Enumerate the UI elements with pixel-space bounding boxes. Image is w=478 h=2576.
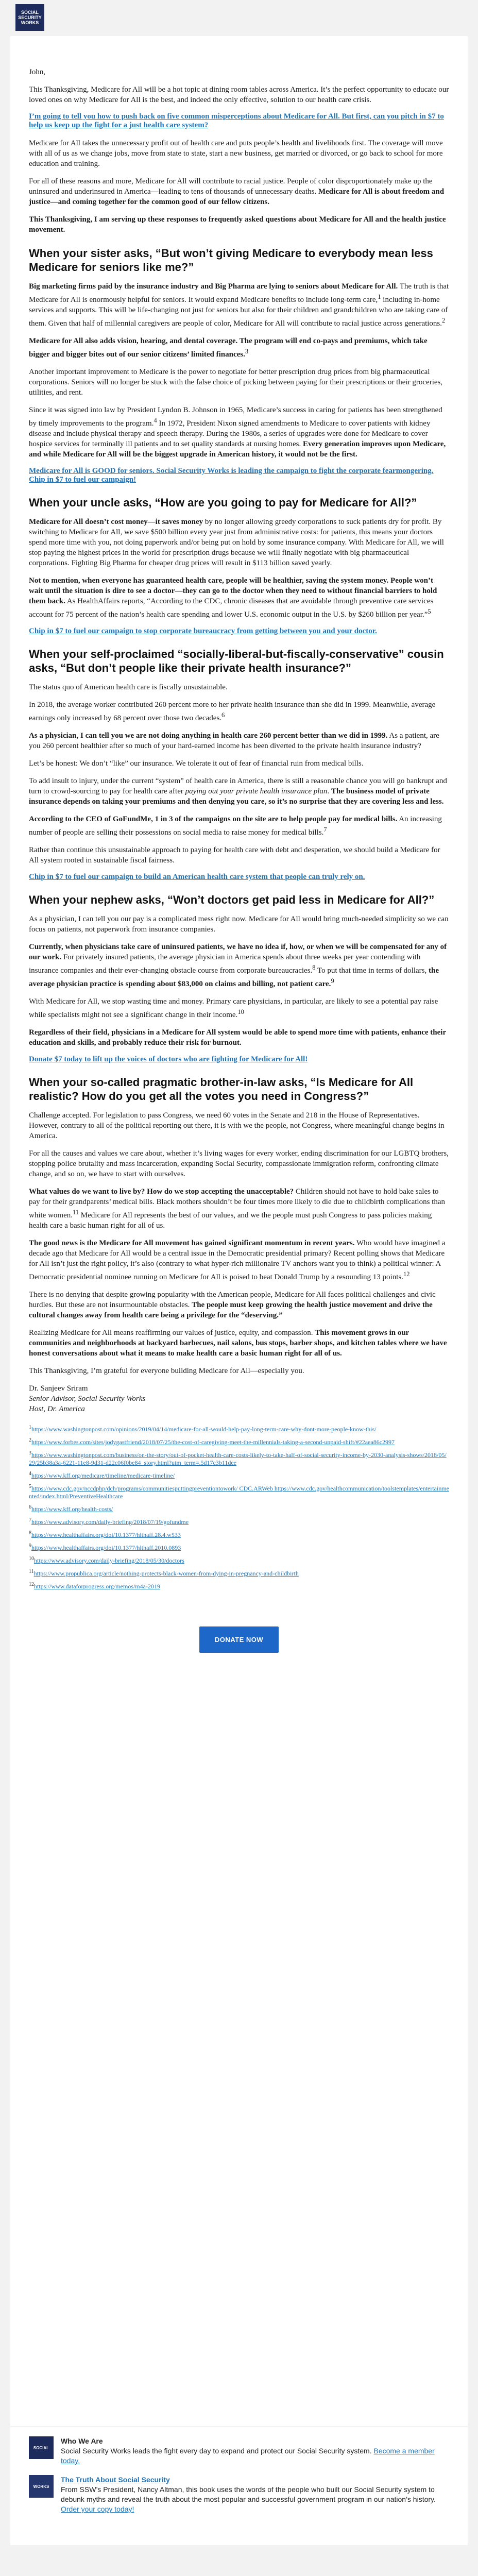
reference-item: $^2$https://www.forbes.com/sites/jodygastfriend/2018/07/25/the-cost-of-caregiving-meet-the-millennials-taking-a-second-unpaid-shift/#22aea86c2997 [29, 1437, 395, 1446]
signature-title: Senior Advisor, Social Security Works [29, 1395, 146, 1403]
insurance-paragraph-3: As a physician, I can tell you we are not doing anything in health care 260 percent better than we did in 1999. As a patient, are you 260 percent healthier after so much of your hard-earned income has been diverted to the private health insurance industry? [29, 732, 439, 750]
book-title-link[interactable]: The Truth About Social Security [61, 2476, 170, 2484]
realistic-paragraph-4: The good news is the Medicare for All movement has gained significant momentum in recent years. Who would have imagined a decade ago that Medicare for All would be a central issue in the Democratic presidential primary? Recent polling shows that Medicare for All isn’t just the right policy, it’s also (contrary to what hyper-rich millionaire TV anchors want you to think) a political winner: A Democratic presidential nominee running on Medicare for All is poised to beat Donald Trump by a resounding 13 points.$^{12}$ [29, 1239, 446, 1281]
intro-paragraph: This Thanksgiving, Medicare for All will be a hot topic at dining room tables across America. It’s the perfect opportunity to educate our loved ones on why Medicare for All is the best, and indeed the only effective, solution to our health care crisis. [29, 86, 449, 104]
doctors-paragraph-4: Regardless of their field, physicians in a Medicare for All system would be able to spend more time with patients, enhance their education and skills, and probably reduce their risk for burnout. [29, 1028, 446, 1047]
equity-paragraph: For all of these reasons and more, Medicare for All will contribute to racial justice. People of color disproportionately make up the uninsured and underinsured in America—leading to tens of thousands of unnecessary deaths. Medicare for All is about freedom and justice—and coming together for the common good of our fellow citizens. [29, 177, 445, 206]
pay-paragraph-1: Medicare for All doesn’t cost money—it saves money by no longer allowing greedy corporations to suck patients dry for profit. By switching to Medicare for All, we save $500 billion every year just from administrative costs: for patients, this means your doctors spend more time with you, not doing paperwork and/or being put on hold by some insurance company. With Medicare for All, we will stop paying the highest prices in the world for prescription drugs because we will finally negotiate with big pharmaceutical corporations. Fighting Big Pharma for cheaper drug prices will result in $113 billion saved yearly. [29, 518, 444, 567]
references-list [29, 1423, 449, 1590]
insurance-paragraph-4: Let’s be honest: We don’t “like” our insurance. We tolerate it out of fear of financial ruin from medical bills. [29, 759, 364, 768]
signature-host: Host, Dr. America [29, 1405, 85, 1413]
order-book-link[interactable]: Order your copy today! [61, 2505, 134, 2513]
who-we-are-text: Who We Are Social Security Works leads the fight every day to expand and protect our Social Security system. Become a member today. [61, 2436, 449, 2466]
seniors-paragraph-2: Medicare for All also adds vision, hearing, and dental coverage. The program will end co-pays and premiums, which take bigger and bigger bites out of our senior citizens’ limited finances.$^3$ [29, 337, 428, 359]
seniors-paragraph-1: Big marketing firms paid by the insurance industry and Big Pharma are lying to seniors about Medicare for All. The truth is that Medicare for All is enormously helpful for seniors. It would expand Medicare benefits to include long-term care,$^1$ including in-home services and supports. This will be life-changing not just for seniors but also for their children and grandchildren who are taking care of them. Given that half of millennial caregivers are people of color, Medicare for All will contribute to racial justice across generations.$^2$ [29, 282, 449, 328]
section-heading-private-insurance: When your self-proclaimed “socially-liberal-but-fiscally-conservative” cousin asks, “But don’t people like their private health insurance?” [29, 648, 444, 674]
realistic-paragraph-2: For all the causes and values we care about, whether it’s living wages for every worker, ending discrimination for our LGBTQ brothers, stopping police brutality and mass incarceration, expanding Social Security, compassionate immigration reform, confronting climate change, and so on, we have to start with ourselves. [29, 1149, 449, 1178]
insurance-paragraph-1: The status quo of American health care is fiscally unsustainable. [29, 683, 228, 691]
doctors-paragraph-1: As a physician, I can tell you our pay is a complicated mess right now. Medicare for All would bring much-needed simplicity so we can focus on patients, not paperwork from insurance companies. [29, 915, 449, 934]
reference-item: $^{10}$https://www.advisory.com/daily-briefing/2018/05/30/doctors [29, 1556, 184, 1564]
intro-donate-link[interactable]: I’m going to tell you how to push back on five common misperceptions about Medicare for All. But first, can you pitch in $7 to help us keep up the fight for a just health care system? [29, 112, 444, 129]
who-we-are-row [29, 2436, 449, 2466]
realistic-paragraph-5: There is no denying that despite growing popularity with the American people, Medicare for All faces political challenges and civic hurdles. But these are not insurmountable obstacles. The people must keep growing the health justice movement and drive the cultural changes away from health care being a privilege for the “deserving.” [29, 1291, 436, 1319]
reference-item: $^7$https://www.advisory.com/daily-briefing/2018/07/19/gofundme [29, 1517, 189, 1526]
insurance-paragraph-7: Rather than continue this unsustainable approach to paying for health care with debt and desperation, we should build a Medicare for All system rooted in sustainable fiscal fairness. [29, 846, 440, 865]
insurance-paragraph-2: In 2018, the average worker contributed 260 percent more to her private health insurance than she did in 1999. Meanwhile, average earnings only increased by 68 percent over those two decades.$^6$ [29, 701, 436, 722]
book-text: The Truth About Social Security From SSW’s President, Nancy Altman, this book uses the words of the people who built our Social Security system to debunk myths and reveal the truth about the most popular and successful government program in our nation’s history. Order your copy today! [61, 2475, 449, 2514]
email-body [10, 36, 468, 2427]
reference-item: $^{12}$https://www.dataforprogress.org/memos/m4a-2019 [29, 1582, 160, 1590]
realistic-paragraph-1: Challenge accepted. For legislation to pass Congress, we need 60 votes in the Senate and 218 in the House of Representatives. However, contrary to all of the political reporting out there, it is with we the people, not Congress, where meaningful change begins in America. [29, 1111, 445, 1140]
footer-promos [10, 2427, 468, 2545]
seniors-paragraph-3: Another important improvement to Medicare is the power to negotiate for better prescription drug prices from big pharmaceutical corporations. Seniors will no longer be stuck with the false choice of picking between paying for their prescriptions or their groceries, utilities, and rent. [29, 368, 443, 397]
donate-now-button[interactable]: DONATE NOW [199, 1626, 279, 1653]
reference-item: $^3$https://www.washingtonpost.com/business/on-the-story/out-of-pocket-health-care-costs-likely-to-take-half-of-social-security-income-by-2030-analysis-shows/2018/05/29/25b38a3a-6221-11e8-9d31-d22c06f0be84_story.html?utm_term=.5d17c3b11dee [29, 1450, 447, 1466]
reference-item: $^6$https://www.kff.org/health-costs/ [29, 1504, 113, 1513]
costs-paragraph: Medicare for All takes the unnecessary profit out of health care and puts people’s health and livelihoods first. The coverage will move with all of us as we change jobs, move from state to state, start a new business, get married or divorced, or go back to school for more education and training. [29, 139, 443, 168]
realistic-paragraph-6: Realizing Medicare for All means reaffirming our values of justice, equity, and compassion. This movement grows in our communities and neighborhoods at backyard barbecues, nail salons, bus stops, barber shops, and kitchen tables where we have honest conversations about what it means to make health care a basic human right for all of us. [29, 1329, 447, 1358]
doctors-paragraph-3: With Medicare for All, we stop wasting time and money. Primary care physicians, in particular, are likely to see a potential pay raise while specialists might not see a significant change in their income.$^{10}$ [29, 997, 438, 1019]
become-member-link[interactable]: Become a member today. [61, 2447, 435, 2465]
social-security-works-logo[interactable]: SOCIAL SECURITY WORKS [15, 4, 44, 31]
section-heading-doctors: When your nephew asks, “Won’t doctors get paid less in Medicare for All?” [29, 893, 435, 906]
seniors-paragraph-4: Since it was signed into law by President Lyndon B. Johnson in 1965, Medicare’s success in caring for patients has been strengthened by timely improvements to the program.$^4$ In 1972, President Nixon signed amendments to Medicare to cover patients with kidney disease and include physical therapy and speech therapy. During the 1980s, a series of upgrades were done for Medicare to cover hospice services for terminally ill patients and to set quality standards at nursing homes. Every generation improves upon Medicare, and while Medicare for All will be the biggest upgrade in American history, it would not be the first. [29, 406, 446, 459]
reference-item: $^{11}$https://www.propublica.org/article/nothing-protects-black-women-from-dying-in-pregnancy-and-childbirth [29, 1569, 299, 1577]
realistic-paragraph-3: What values do we want to live by? How do we stop accepting the unacceptable? Children should not have to hold bake sales to pay for their grandparents’ medical bills. Black mothers shouldn’t be four times more likely to die due to childbirth complications than white women.$^{11}$ Medicare for All represents the best of our values, and we the people must push Congress to pass policies making health care a basic human right for all of us. [29, 1188, 446, 1230]
serving-paragraph: This Thanksgiving, I am serving up these responses to frequently asked questions about Medicare for All and the health justice movement. [29, 215, 446, 234]
reference-item: $^4$https://www.kff.org/medicare/timeline/medicare-timeline/ [29, 1471, 175, 1479]
signature-block [29, 1383, 449, 1414]
reference-item: $^1$https://www.washingtonpost.com/opinions/2019/04/14/medicare-for-all-would-help-pay-long-term-care-why-dont-more-people-know-this/ [29, 1425, 377, 1433]
insurance-donate-link[interactable]: Chip in $7 to fuel our campaign to build an American health care system that people can truly rely on. [29, 873, 365, 881]
book-row [29, 2475, 449, 2514]
section-heading-pay: When your uncle asks, “How are you going to pay for Medicare for All?” [29, 496, 417, 509]
section-heading-seniors: When your sister asks, “But won’t giving Medicare to everybody mean less Medicare for seniors like me?” [29, 247, 433, 274]
pay-paragraph-2: Not to mention, when everyone has guaranteed health care, people will be healthier, saving the system money. People won’t wait until the situation is dire to see a doctor—they can go to the doctor when they need to without financial barriers to hold them back. As HealthAffairs reports, “According to the CDC, chronic diseases that are avoidable through preventive care services account for 75 percent of the nation’s health care spending and lower U.S. economic output in the U.S. by $260 billion per year.”$^5$ [29, 577, 437, 619]
greeting: John, [29, 68, 46, 76]
insurance-paragraph-5: To add insult to injury, under the current “system” of health care in America, there is still a reasonable chance you will go bankrupt and turn to crowd-sourcing to pay for health care after paying out your private health insurance plan. The business model of private insurance depends on taking your premiums and then denying you care, so it’s no surprise that they are covering less and less. [29, 777, 447, 806]
seniors-donate-link[interactable]: Medicare for All is GOOD for seniors. Social Security Works is leading the campaign to fight the corporate fearmongering. Chip in $7 to fuel our campaign! [29, 467, 434, 484]
book-cover-icon[interactable]: WORKS [29, 2475, 54, 2498]
doctors-donate-link[interactable]: Donate $7 today to lift up the voices of doctors who are fighting for Medicare for All! [29, 1055, 308, 1063]
ssw-logo-icon: SOCIAL [29, 2436, 54, 2459]
reference-item: $^9$https://www.healthaffairs.org/doi/10.1377/hlthaff.2010.0893 [29, 1543, 181, 1551]
reference-item: $^5$https://www.cdc.gov/nccdphp/dch/programs/communitiesputtingpreventiontowork/ CDC.ARWeb https://www.cdc.gov/healthcommunication/toolstemplates/entertainmented/index.html/PreventiveHealthcare [29, 1484, 450, 1500]
insurance-paragraph-6: According to the CEO of GoFundMe, 1 in 3 of the campaigns on the site are to help people pay for medical bills. An increasing number of people are selling their possessions on social media to raise money for medical bills.$^7$ [29, 815, 442, 837]
section-heading-realistic: When your so-called pragmatic brother-in-law asks, “Is Medicare for All realistic? How do you get all the votes you need in Congress?” [29, 1076, 414, 1103]
who-we-are-title: Who We Are [61, 2437, 103, 2445]
pay-donate-link[interactable]: Chip in $7 to fuel our campaign to stop corporate bureaucracy from getting between you and your doctor. [29, 627, 377, 635]
signature-name: Dr. Sanjeev Sriram [29, 1384, 88, 1393]
header-band [0, 0, 478, 36]
reference-item: $^8$https://www.healthaffairs.org/doi/10.1377/hlthaff.28.4.w533 [29, 1530, 181, 1538]
doctors-paragraph-2: Currently, when physicians take care of uninsured patients, we have no idea if, how, or when we will be compensated for any of our work. For privately insured patients, the average physician in America spends about three weeks per year contending with insurance companies and their ever-changing obstacle course from corporate bureaucracies.$^8$ To put that time in terms of dollars, the average physician practice is spending about $83,000 on claims and billing, not patient care.$^9$ [29, 943, 447, 988]
donate-button-wrap [29, 1626, 449, 1653]
closing-paragraph: This Thanksgiving, I’m grateful for everyone building Medicare for All—especially you. [29, 1367, 304, 1375]
